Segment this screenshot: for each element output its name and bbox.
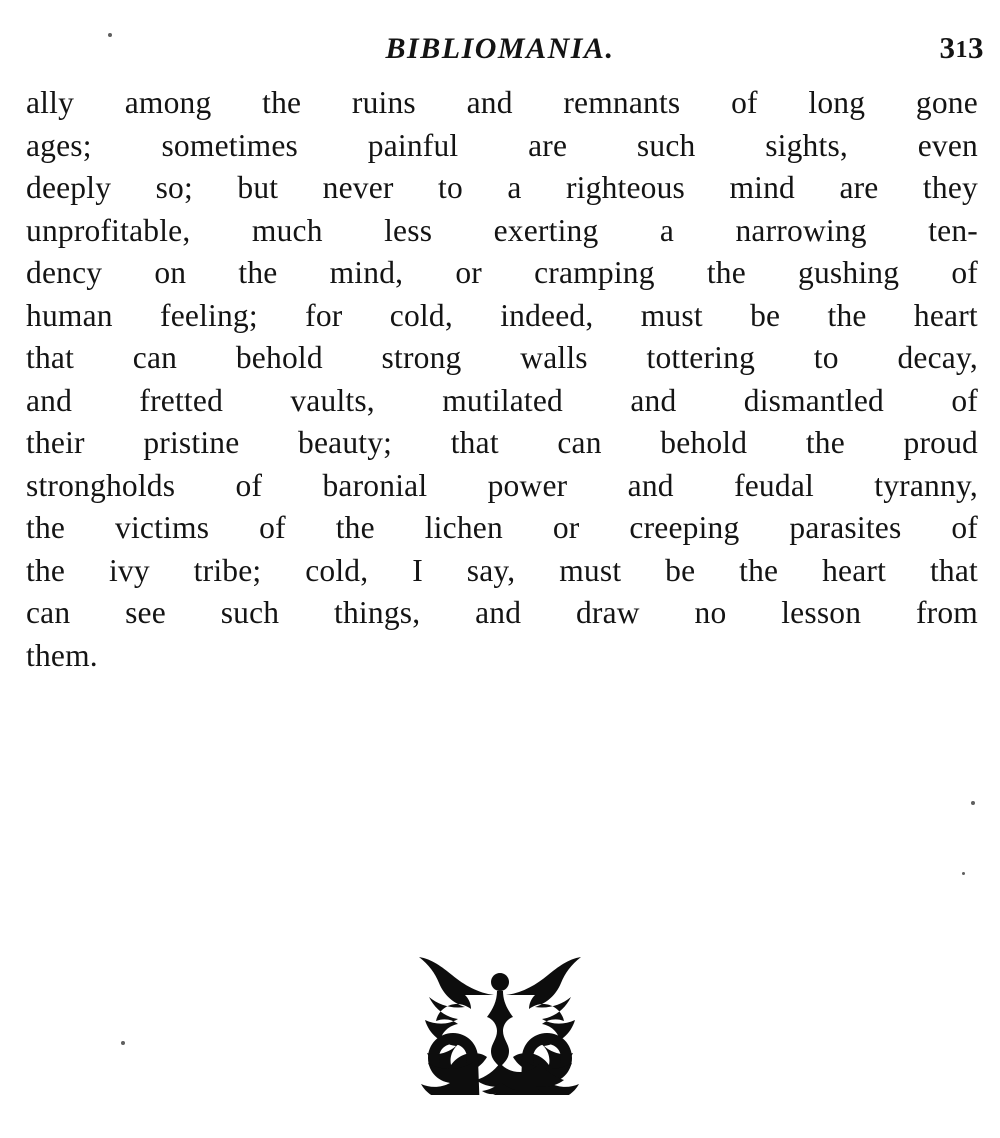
- word: lesson: [781, 595, 862, 630]
- text-line: [26, 507, 978, 550]
- word: proud: [903, 425, 978, 460]
- word: vaults,: [290, 382, 375, 418]
- word: draw: [575, 595, 640, 630]
- word: I: [412, 552, 423, 588]
- word: dency: [26, 255, 103, 290]
- word: them.: [26, 637, 98, 673]
- word: human: [26, 297, 113, 333]
- body-paragraph: [26, 82, 978, 677]
- word: the: [26, 510, 66, 545]
- word: can: [132, 340, 178, 375]
- word: strongholds: [26, 467, 176, 503]
- word: gushing: [798, 255, 900, 290]
- word: the: [262, 85, 302, 120]
- text-line: [26, 82, 978, 125]
- word: cramping: [534, 255, 655, 290]
- word: deeply: [26, 170, 112, 205]
- word: less: [384, 212, 433, 248]
- word: and: [475, 595, 522, 630]
- page-number: [940, 32, 985, 63]
- word: to: [438, 170, 463, 205]
- word: of: [951, 382, 978, 418]
- text-line: [26, 465, 978, 508]
- word: see: [125, 595, 166, 630]
- word: gone: [915, 85, 978, 120]
- word: are: [839, 170, 879, 205]
- text-line: [26, 252, 978, 295]
- word: behold: [660, 425, 748, 460]
- scan-speck: [108, 33, 112, 37]
- word: long: [808, 85, 866, 120]
- word: are: [528, 127, 568, 163]
- word: walls: [520, 340, 588, 375]
- word: beauty;: [298, 425, 393, 460]
- word: can: [26, 595, 71, 630]
- word: the: [805, 425, 845, 460]
- word: feudal: [734, 467, 814, 503]
- word: from: [915, 595, 978, 630]
- text-line: [26, 635, 978, 678]
- word: ivy: [108, 552, 150, 588]
- word: to: [813, 340, 839, 375]
- word: no: [694, 595, 727, 630]
- page-number-digit-3: 3: [968, 30, 984, 65]
- word: power: [487, 467, 568, 503]
- text-line: [26, 592, 978, 635]
- scan-speck: [962, 872, 965, 875]
- word: of: [951, 255, 978, 290]
- word: parasites: [789, 510, 902, 545]
- word: fretted: [139, 382, 224, 418]
- word: tyranny,: [874, 467, 978, 503]
- page-number-digit-2: 1: [955, 37, 968, 63]
- word: ruins: [351, 85, 416, 120]
- word: the: [706, 255, 746, 290]
- word: painful: [367, 127, 459, 163]
- page-title: BIBLIOMANIA.: [385, 32, 615, 65]
- word: mind,: [329, 255, 404, 290]
- word: sometimes: [161, 127, 299, 163]
- word: the: [335, 510, 375, 545]
- word: ages;: [26, 127, 92, 163]
- word: heart: [913, 297, 978, 333]
- word: the: [26, 552, 66, 588]
- word: ten-: [928, 212, 978, 248]
- word: decay,: [897, 340, 978, 375]
- word: narrowing: [735, 212, 867, 248]
- word: baronial: [322, 467, 428, 503]
- word: among: [124, 85, 212, 120]
- word: and: [466, 85, 513, 120]
- word: tottering: [646, 340, 756, 375]
- word: must: [559, 552, 622, 588]
- word: strong: [381, 340, 462, 375]
- word: pristine: [143, 425, 240, 460]
- word: be: [750, 297, 781, 333]
- word: and: [627, 467, 674, 503]
- text-line: [26, 422, 978, 465]
- text-line: [26, 550, 978, 593]
- word: never: [322, 170, 394, 205]
- word: must: [640, 297, 703, 333]
- text-line: [26, 380, 978, 423]
- word: such: [636, 127, 696, 163]
- word: sights,: [765, 127, 848, 163]
- word: they: [922, 170, 978, 205]
- word: their: [26, 425, 85, 460]
- word: remnants: [563, 85, 681, 120]
- word: mind: [729, 170, 796, 205]
- word: creeping: [629, 510, 740, 545]
- text-line: [26, 167, 978, 210]
- word: tribe;: [193, 552, 262, 588]
- scan-speck: [121, 1041, 125, 1045]
- word: lichen: [424, 510, 503, 545]
- text-line: [26, 125, 978, 168]
- word: of: [259, 510, 286, 545]
- word: that: [929, 552, 978, 588]
- running-head: [0, 20, 1000, 72]
- word: on: [154, 255, 187, 290]
- word: the: [238, 255, 278, 290]
- word: for: [305, 297, 343, 333]
- word: of: [951, 510, 978, 545]
- word: mutilated: [442, 382, 563, 418]
- word: be: [665, 552, 696, 588]
- word: a: [659, 212, 675, 248]
- page-number-digit-1: 3: [939, 30, 956, 65]
- word: righteous: [565, 170, 686, 205]
- word: heart: [822, 552, 887, 588]
- word: that: [26, 340, 75, 375]
- word: exerting: [493, 212, 599, 248]
- word: such: [220, 595, 280, 630]
- text-line: [26, 210, 978, 253]
- word: and: [630, 382, 677, 418]
- word: say,: [466, 552, 516, 588]
- word: cold,: [389, 297, 453, 333]
- word: cold,: [305, 552, 369, 588]
- word: ally: [26, 85, 75, 120]
- word: a: [507, 170, 522, 205]
- word: much: [251, 212, 323, 248]
- word: feeling;: [160, 297, 258, 333]
- word: the: [739, 552, 779, 588]
- word: victims: [115, 510, 210, 545]
- text-line: [26, 295, 978, 338]
- word: so;: [155, 170, 193, 205]
- word: unprofitable,: [26, 212, 191, 248]
- word: things,: [334, 595, 421, 630]
- floral-tailpiece-ornament: [350, 955, 650, 1095]
- word: of: [235, 467, 263, 503]
- word: indeed,: [500, 297, 594, 333]
- word: of: [731, 85, 758, 120]
- text-line: [26, 337, 978, 380]
- word: the: [827, 297, 867, 333]
- scan-speck: [971, 801, 975, 805]
- word: or: [552, 510, 580, 545]
- word: even: [917, 127, 978, 163]
- word: dismantled: [743, 382, 884, 418]
- word: behold: [235, 340, 323, 375]
- word: but: [237, 170, 279, 205]
- word: and: [26, 382, 73, 418]
- word: can: [557, 425, 602, 460]
- word: that: [450, 425, 499, 460]
- word: or: [455, 255, 482, 290]
